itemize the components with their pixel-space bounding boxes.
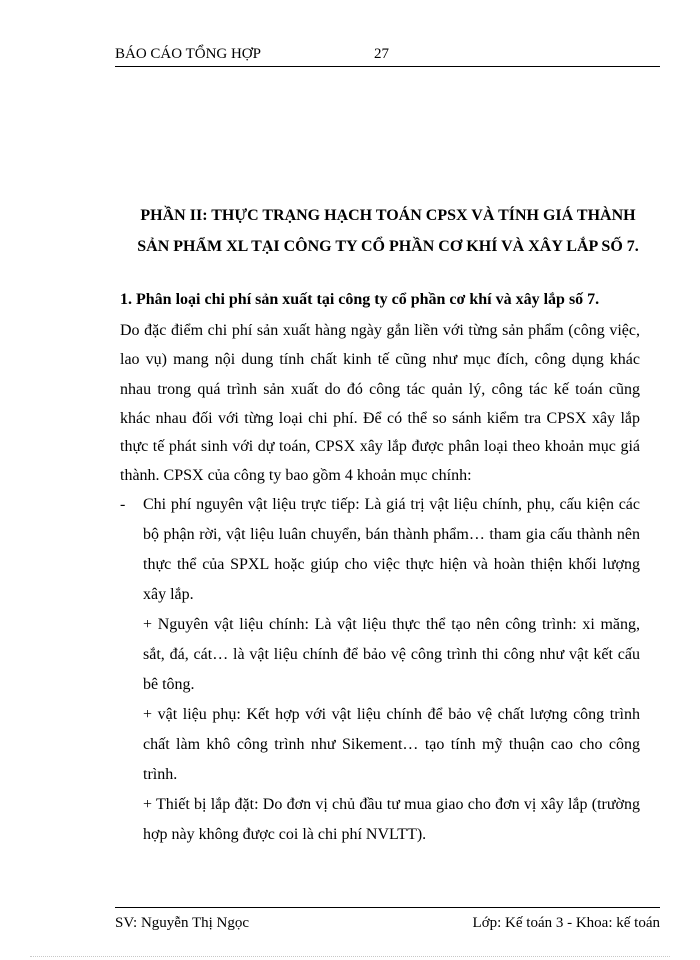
list-item-line: trình. [143, 766, 178, 783]
chapter-heading-line-2: SẢN PHẨM XL TẠI CÔNG TY CỔ PHẦN CƠ KHÍ VÀ XÂY LẮP SỐ 7. [137, 238, 639, 255]
section-title: 1. Phân loại chi phí sản xuất tại công ty cổ phần cơ khí và xây lắp số 7. [120, 291, 600, 308]
list-item-line: + vật liệu phụ: Kết hợp với vật liệu chính để bảo vệ chất lượng công trình [143, 706, 640, 723]
list-item-line: hợp này không được coi là chi phí NVLTT). [143, 826, 427, 843]
class-info: Lớp: Kế toán 3 - Khoa: kế toán [472, 915, 660, 931]
paragraph-line: khác nhau đối với từng loại chi phí. Để có thể so sánh kiểm tra CPSX xây lắp [120, 410, 640, 427]
paragraph-line: thành. CPSX của công ty bao gồm 4 khoản mục chính: [120, 467, 472, 484]
list-item-line: sắt, đá, cát… là vật liệu chính để bảo vệ công trình thi công như vật kết cấu [143, 646, 640, 663]
page-bottom-edge [30, 956, 670, 957]
list-item-line: bê tông. [143, 676, 195, 693]
list-item-line: + Nguyên vật liệu chính: Là vật liệu thực thể tạo nên công trình: xi măng, [143, 616, 640, 633]
page-header [115, 44, 660, 67]
paragraph-line: thực tế phát sinh với dự toán, CPSX xây lắp được phân loại theo khoản mục giá [120, 438, 640, 455]
bullet-marker: - [120, 496, 126, 513]
list-item-line: Chi phí nguyên vật liệu trực tiếp: Là giá trị vật liệu chính, phụ, cấu kiện các [143, 496, 640, 513]
list-item-line: + Thiết bị lắp đặt: Do đơn vị chủ đầu tư mua giao cho đơn vị xây lắp (trường [143, 796, 640, 813]
paragraph-line: Do đặc điểm chi phí sản xuất hàng ngày gắn liền với từng sản phẩm (công việc, [120, 322, 640, 339]
page-number: 27 [374, 46, 389, 62]
chapter-heading-line-1: PHẦN II: THỰC TRẠNG HẠCH TOÁN CPSX VÀ TÍNH GIÁ THÀNH [140, 207, 636, 224]
report-title: BÁO CÁO TỔNG HỢP [115, 46, 261, 62]
list-item-line: chất làm khô công trình như Sikement… tạo tính mỹ thuận cao cho công [143, 736, 640, 753]
paragraph-line: nhau trong quá trình sản xuất do đó công tác quản lý, công tác kế toán cũng [120, 381, 640, 398]
list-item-line: xây lắp. [143, 586, 194, 603]
list-item-line: thực thể của SPXL hoặc giúp cho việc thực hiện và hoàn thiện khối lượng [143, 556, 640, 573]
student-name: SV: Nguyễn Thị Ngọc [115, 915, 250, 931]
page-footer [115, 907, 660, 938]
list-item-line: bộ phận rời, vật liệu luân chuyển, bán thành phẩm… tham gia cấu thành nên [143, 526, 640, 543]
paragraph-line: lao vụ) mang nội dung tính chất kinh tế cũng như mục đích, công dụng khác [120, 351, 640, 368]
